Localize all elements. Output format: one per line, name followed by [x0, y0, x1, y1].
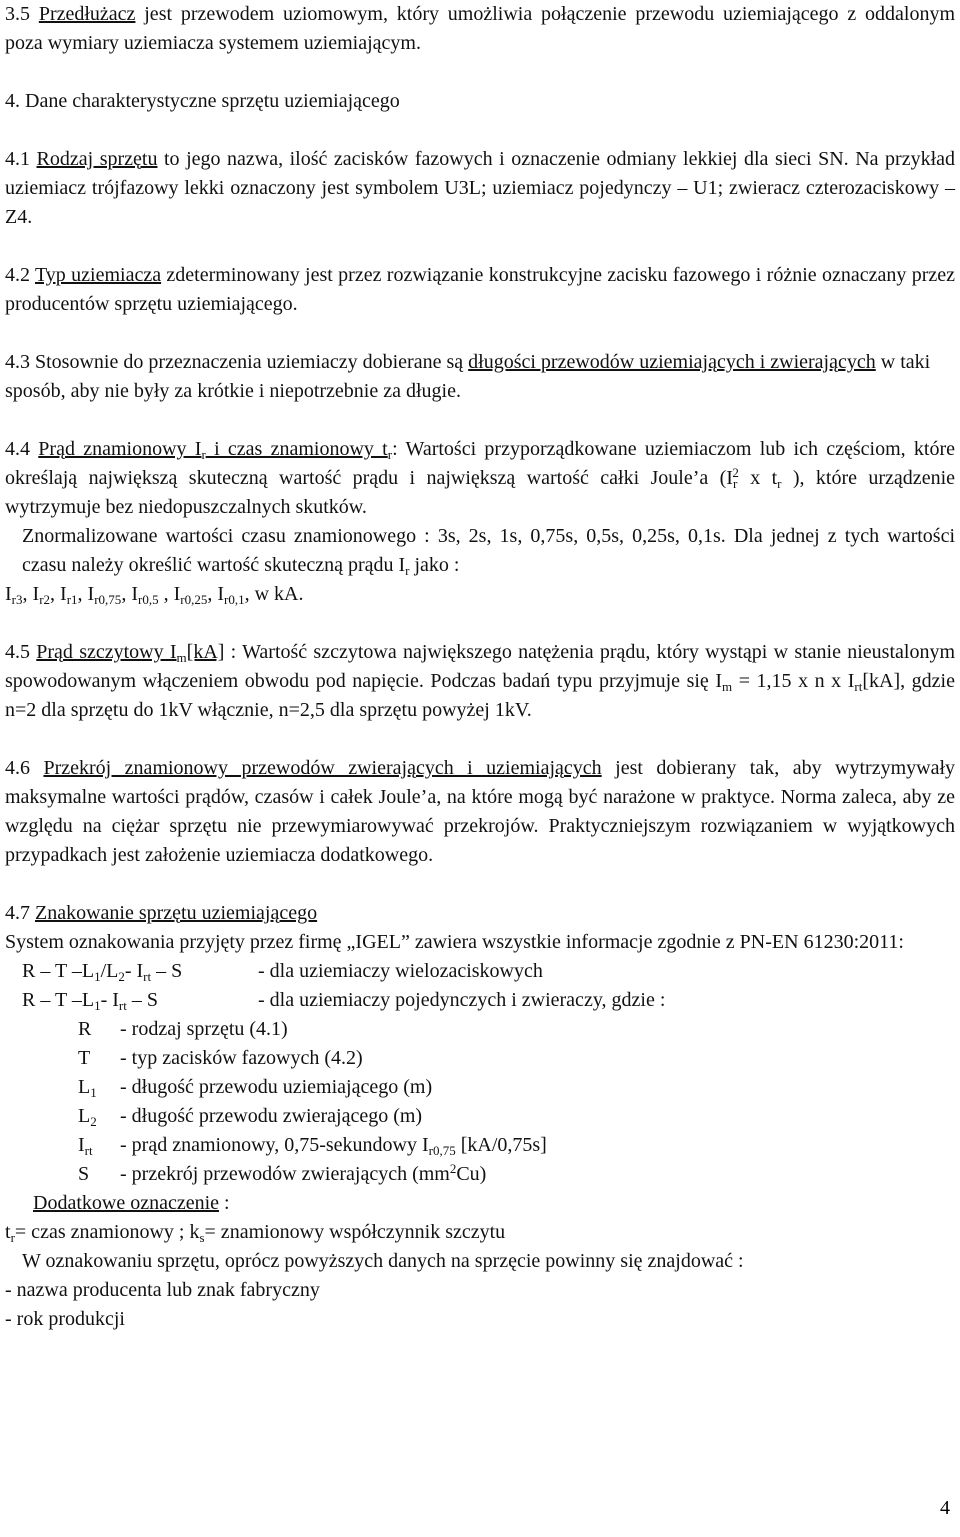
section-4-6	[5, 754, 955, 870]
section-number: 4.1	[5, 148, 37, 170]
subscript: r0,75	[428, 1143, 456, 1158]
extra-marking-text	[5, 1218, 955, 1247]
subscript: 1	[90, 1085, 97, 1100]
current-symbol: I	[32, 583, 40, 605]
definition-symbol: S	[78, 1163, 90, 1185]
definition-text: - typ zacisków fazowych (4.2)	[120, 1047, 363, 1069]
paragraph-text: jest dobierany tak, aby wytrzymywały maksymalne wartości prądów, czasów i całek Joule’a, na które mogą być narażone w praktyce. Norma zaleca, aby ze względu na ciężar sprzętu nie przewymiarowywać przekrojów. Praktyczniejszym rozwiązaniem w wyjątkowych przypadkach jest założenie uziemiacza dodatkowego.	[5, 757, 956, 866]
definition-irt	[5, 1131, 955, 1160]
paragraph-text: to jego nazwa, ilość zacisków fazowych i oznaczenie odmiany lekkiej dla sieci SN. Na przykład uziemiacz trójfazowy lekki oznaczony jest symbolem U3L; uziemiacz pojedynczy – U1; zwieracz czterozaciskowy – Z4.	[5, 148, 956, 228]
subscript: 1	[94, 998, 101, 1013]
section-4-3	[5, 348, 955, 406]
definition-symbol	[78, 1015, 120, 1044]
subscript: m	[176, 650, 187, 665]
definition-row	[5, 1073, 955, 1102]
subscript: r0,5	[137, 592, 159, 607]
subscript: r	[387, 447, 393, 462]
symbol: R	[78, 1018, 92, 1040]
paragraph-text: jest przewodem uziomowym, który umożliwia połączenie przewodu uziemiającego z oddalonym poza wymiary uziemiacza systemem uziemiającym.	[5, 3, 956, 54]
section-4	[5, 87, 955, 116]
paragraph-text: : Wartości przyporządkowane uziemiaczom lub ich częściom, które określają największą skuteczną wartość prądu i największą wartość całki Joule’a (I	[5, 438, 956, 489]
definition-s	[5, 1160, 955, 1189]
subscript: r	[201, 447, 206, 462]
text-part: :	[219, 1192, 230, 1214]
code-part: R – T –L	[22, 989, 95, 1011]
term-przedluzacz: Przedłużacz	[38, 3, 136, 25]
code-single	[5, 986, 955, 1015]
subscript: rt	[854, 679, 863, 694]
superscript: 2	[449, 1161, 457, 1176]
extra-label: Dodatkowe oznaczenie	[33, 1192, 220, 1214]
code-description: - dla uziemiaczy pojedynczych i zwieraczy, gdzie :	[258, 989, 666, 1011]
marking-intro: System oznakowania przyjęty przez firmę „IGEL” zawiera wszystkie informacje zgodnie z PN-EN 61230:2011:	[5, 931, 904, 953]
separator: , w kA.	[244, 583, 304, 605]
section-4-6-paragraph	[5, 754, 955, 870]
current-symbol: I	[173, 583, 181, 605]
paragraph-text: Znormalizowane wartości czasu znamionowego : 3s, 2s, 1s, 0,75s, 0,5s, 0,25s, 0,1s. Dla jednej z tych wartości czasu należy określić wartość skuteczną prądu I	[22, 525, 955, 576]
paragraph-text: ), które urządzenie wytrzymuje bez niedopuszczalnych skutków.	[5, 467, 955, 518]
section-3-5-paragraph	[5, 0, 955, 58]
section-number: 4.4	[5, 438, 39, 460]
section-4-1-paragraph	[5, 145, 955, 232]
separator: ,	[22, 583, 33, 605]
text-part: Cu)	[456, 1163, 487, 1185]
subscript: r0,1	[224, 592, 245, 607]
text-part: [kA/0,75s]	[455, 1134, 547, 1156]
term-typ-uziemiacza: Typ uziemiacza	[34, 264, 162, 286]
section-4-5	[5, 638, 955, 725]
page-number: 4	[940, 1497, 950, 1519]
subscript: r0,75	[94, 592, 122, 607]
extra-marking-label	[5, 1189, 955, 1218]
section-4-4-paragraph-2	[5, 522, 955, 580]
subscript: rt	[143, 969, 152, 984]
section-number: 3.5	[5, 3, 39, 25]
section-4-4-paragraph	[5, 435, 955, 522]
subscript: r1	[66, 592, 78, 607]
paragraph-text: zdeterminowany jest przez rozwiązanie konstrukcyjne zacisku fazowego i różnie oznaczany przez producentów sprzętu uziemiającego.	[5, 264, 955, 315]
section-number: 4.6	[5, 757, 44, 779]
term-przekroj-znamionowy: Przekrój znamionowy przewodów zwierających i uziemiających	[43, 757, 602, 779]
text-part: = znamionowy współczynnik szczytu	[204, 1221, 506, 1243]
list-item: - nazwa producenta lub znak fabryczny	[5, 1279, 320, 1301]
term-prad-szczytowy	[36, 641, 224, 663]
definition-symbol	[78, 1102, 120, 1131]
symbol: L	[78, 1105, 91, 1127]
code-part: R – T –L	[22, 960, 95, 982]
subscript: 2	[90, 1114, 97, 1129]
superscript: 2	[732, 465, 739, 480]
section-4-2	[5, 261, 955, 319]
term-prad-znamionowy	[38, 438, 392, 460]
definition-row	[5, 1044, 955, 1073]
subscript: 1	[94, 969, 101, 984]
subscript: m	[722, 679, 733, 694]
paragraph-text: 4.3 Stosownie do przeznaczenia uziemiaczy dobierane są	[5, 351, 469, 373]
definition-text	[120, 1160, 486, 1189]
section-3-5	[5, 0, 955, 58]
definition-row	[5, 1015, 955, 1044]
symbol: L	[78, 1076, 91, 1098]
closing-list	[5, 1276, 955, 1334]
text-part: - prąd znamionowy, 0,75-sekundowy I	[120, 1134, 429, 1156]
paragraph-text: : Wartość szczytowa największego natężenia prądu, który wystąpi w stanie nieustalonym spowodowanym włączeniem obwodu pod napięcie. Podczas badań typu przyjmuje się I	[5, 641, 955, 692]
term-rodzaj-sprzetu: Rodzaj sprzętu	[36, 148, 158, 170]
term-dlugosci-przewodow: długości przewodów uziemiających i zwierających	[468, 351, 876, 373]
section-4-3-paragraph	[5, 348, 955, 406]
subscript: rt	[118, 998, 127, 1013]
current-symbol: I	[5, 583, 12, 605]
definition-list	[5, 1015, 955, 1131]
term-znakowanie: Znakowanie sprzętu uziemiającego	[35, 902, 318, 924]
subscript: r0,25	[180, 592, 208, 607]
section-heading: 4. Dane charakterystyczne sprzętu uziemiającego	[5, 90, 400, 112]
subscript: r	[777, 476, 782, 491]
text-part: = czas znamionowy ; k	[14, 1221, 200, 1243]
code-description: - dla uziemiaczy wielozaciskowych	[258, 960, 543, 982]
code-part: /L	[100, 960, 119, 982]
subscript: rt	[84, 1143, 93, 1158]
section-4-5-paragraph	[5, 638, 955, 725]
subscript: r3	[11, 592, 23, 607]
paragraph-text: w taki sposób, aby nie były za krótkie i niepotrzebnie za długie.	[5, 351, 931, 402]
current-list	[5, 580, 955, 609]
code-part: - I	[100, 989, 119, 1011]
code-formula	[5, 986, 258, 1015]
paragraph-text: [kA], gdzie n=2 dla sprzętu do 1kV włącznie, n=2,5 dla sprzętu powyżej 1kV.	[5, 670, 955, 721]
section-number: 4.2	[5, 264, 35, 286]
list-item: - rok produkcji	[5, 1308, 125, 1330]
separator: ,	[121, 583, 132, 605]
separator: ,	[158, 583, 174, 605]
current-symbol: I	[87, 583, 95, 605]
definition-text: - długość przewodu uziemiającego (m)	[120, 1076, 433, 1098]
section-4-4	[5, 435, 955, 609]
definition-symbol	[78, 1073, 120, 1102]
definition-text	[120, 1131, 547, 1160]
paragraph-text: jako :	[409, 554, 460, 576]
subscript: r	[10, 1230, 15, 1245]
subscript: r	[405, 563, 410, 578]
code-formula	[5, 957, 258, 986]
current-symbol: I	[131, 583, 138, 605]
current-symbol: I	[60, 583, 67, 605]
symbol: t	[5, 1221, 11, 1243]
section-4-7-heading	[5, 899, 955, 928]
subscript: s	[199, 1230, 205, 1245]
term-part: Prąd znamionowy I	[38, 438, 202, 460]
separator: ,	[50, 583, 61, 605]
definition-row	[5, 1102, 955, 1131]
code-multi	[5, 957, 955, 986]
section-4-2-paragraph	[5, 261, 955, 319]
section-number: 4.5	[5, 641, 37, 663]
closing-text: W oznakowaniu sprzętu, oprócz powyższych danych na sprzęcie powinny się znajdować :	[22, 1250, 744, 1272]
term-part: Prąd szczytowy I	[36, 641, 177, 663]
separator: ,	[77, 583, 88, 605]
definition-symbol	[78, 1131, 120, 1160]
text-part: - przekrój przewodów zwierających (mm	[120, 1163, 450, 1185]
definition-text: - długość przewodu zwierającego (m)	[120, 1105, 423, 1127]
definition-text: - rodzaj sprzętu (4.1)	[120, 1018, 288, 1040]
paragraph-text: x t	[738, 467, 778, 489]
section-number: 4.7	[5, 902, 35, 924]
paragraph-text: = 1,15 x n x I	[732, 670, 855, 692]
code-part: - I	[124, 960, 144, 982]
symbol: I	[78, 1134, 85, 1156]
symbol: T	[78, 1047, 91, 1069]
term-part: i czas znamionowy t	[205, 438, 388, 460]
subscript: r2	[39, 592, 51, 607]
separator: ,	[207, 583, 218, 605]
section-4-7	[5, 899, 955, 1334]
section-4-1	[5, 145, 955, 232]
subscript: r	[732, 476, 738, 491]
term-part: [kA]	[186, 641, 225, 663]
code-part: – S	[126, 989, 158, 1011]
code-part: – S	[151, 960, 183, 982]
current-symbol: I	[217, 583, 225, 605]
subscript: 2	[118, 969, 125, 984]
definition-symbol	[78, 1044, 120, 1073]
